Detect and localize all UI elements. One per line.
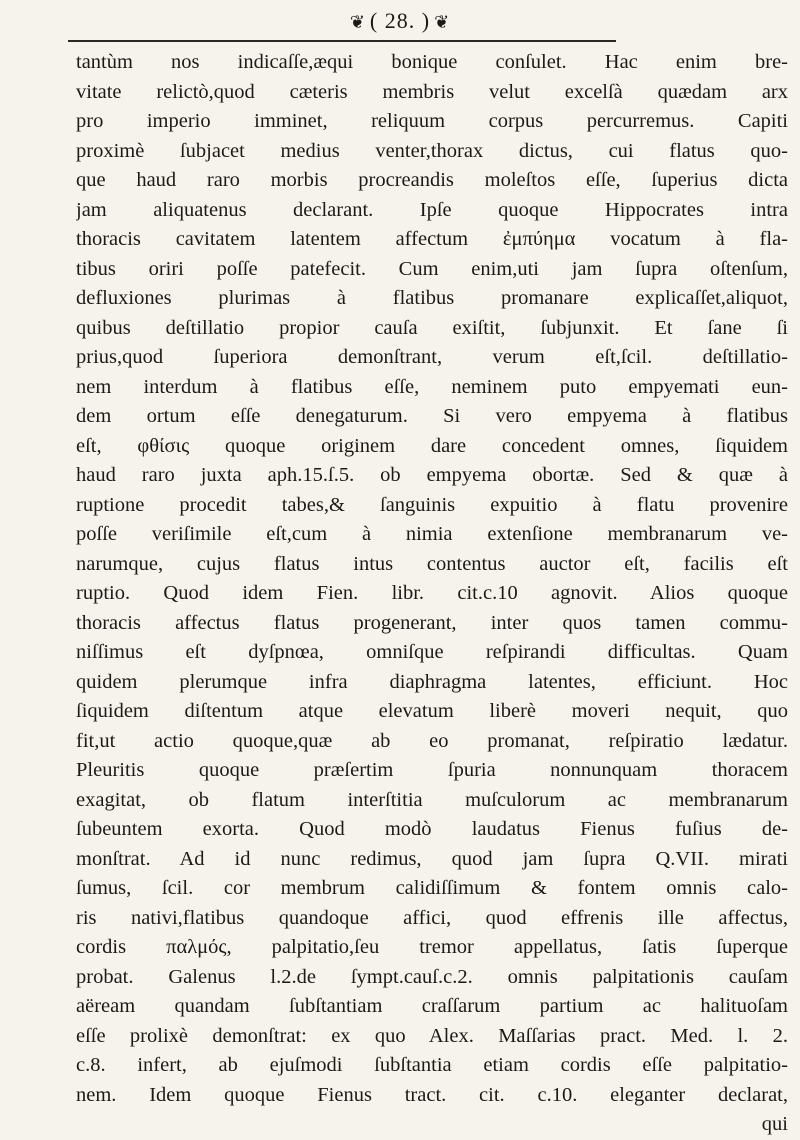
text-line: ſubeuntem exorta. Quod modò laudatus Fienus fuſius de- xyxy=(76,818,788,840)
text-line: quidem plerumque infra diaphragma latentes, efficiunt. Hoc xyxy=(76,670,788,693)
text-line: ruptio. Quod idem Fien. libr. cit.c.10 agnovit. Alios quoque xyxy=(76,582,788,604)
text-line: poſſe veriſimile eſt,cum à nimia extenſione membranarum ve- xyxy=(76,523,788,545)
text-line: defluxiones plurimas à flatibus promanare explicaſſet,aliquot, xyxy=(76,287,788,309)
ornament-left-icon: ❦ xyxy=(349,12,366,32)
text-line: thoracis cavitatem latentem affectum ἐμπύημα vocatum à fla- xyxy=(76,228,788,250)
text-line: proximè ſubjacet medius venter,thorax dictus, cui flatus quo- xyxy=(76,139,788,162)
text-line: nem. Idem quoque Fienus tract. cit. c.10. eleganter declarat, xyxy=(76,1083,788,1106)
text-line: quibus deſtillatio propior cauſa exiſtit, ſubjunxit. Et ſane ſi xyxy=(76,316,788,339)
text-line: exagitat, ob flatum interſtitia muſculorum ac membranarum xyxy=(76,788,788,811)
text-line: eſt, φθίσις quoque originem dare concedent omnes, ſiquidem xyxy=(76,434,788,457)
text-line: tibus oriri poſſe patefecit. Cum enim,uti jam ſupra oſtenſum, xyxy=(76,257,788,280)
text-line: eſſe prolixè demonſtrat: ex quo Alex. Maſſarias pract. Med. l. 2. xyxy=(76,1024,788,1047)
text-line: monſtrat. Ad id nunc redimus, quod jam ſupra Q.VII. mirati xyxy=(76,847,788,870)
text-line: ris nativi,flatibus quandoque affici, quod effrenis ille affectus, xyxy=(76,906,788,929)
page-number: ( 28. ) xyxy=(369,8,431,33)
text-line: nem interdum à flatibus eſſe, neminem puto empyemati eun- xyxy=(76,375,788,398)
text-line: haud raro juxta aph.15.ſ.5. ob empyema obortæ. Sed & quæ à xyxy=(76,464,788,486)
text-line: fit,ut actio quoque,quæ ab eo promanat, reſpiratio lædatur. xyxy=(76,729,788,752)
text-line: narumque, cujus flatus intus contentus auctor eſt, facilis eſt xyxy=(76,552,788,575)
ornament-right-icon: ❦ xyxy=(434,12,451,32)
text-line: prius,quod ſuperiora demonſtrant, verum eſt,ſcil. deſtillatio- xyxy=(76,346,788,368)
text-line: aëream quandam ſubſtantiam craſſarum partium ac halituoſam xyxy=(76,995,788,1017)
text-line: que haud raro morbis procreandis moleſtos eſſe, ſuperius dicta xyxy=(76,169,788,191)
text-line: probat. Galenus l.2.de ſympt.cauſ.c.2. omnis palpitationis cauſam xyxy=(76,965,788,988)
text-line: niſſimus eſt dyſpnœa, omniſque reſpirandi difficultas. Quam xyxy=(76,641,788,663)
text-line: cordis παλμός, palpitatio,ſeu tremor appellatus, ſatis ſuperque xyxy=(76,936,788,958)
catchword: qui xyxy=(761,1113,788,1135)
text-line: Pleuritis quoque præſertim ſpuria nonnunquam thoracem xyxy=(76,759,788,781)
text-line: vitate relictò,quod cæteris membris velut excelſà quædam arx xyxy=(76,80,788,103)
body-text xyxy=(76,48,788,1140)
text-line: jam aliquatenus declarant. Ipſe quoque Hippocrates intra xyxy=(76,198,788,221)
text-line: pro imperio imminet, reliquum corpus percurremus. Capiti xyxy=(76,110,788,132)
text-line: dem ortum eſſe denegaturum. Si vero empyema à flatibus xyxy=(76,405,788,427)
text-line: ſumus, ſcil. cor membrum calidiſſimum & fontem omnis calo- xyxy=(76,877,788,899)
text-line: ſiquidem diſtentum atque elevatum liberè moveri nequit, quo xyxy=(76,700,788,722)
text-line: c.8. infert, ab ejuſmodi ſubſtantia etiam cordis eſſe palpitatio- xyxy=(76,1054,788,1076)
page-header xyxy=(0,8,800,34)
text-line: ruptione procedit tabes,& ſanguinis expuitio à flatu provenire xyxy=(76,493,788,516)
header-rule xyxy=(68,40,616,42)
text-line: thoracis affectus flatus progenerant, inter quos tamen commu- xyxy=(76,611,788,634)
text-line: tantùm nos indicaſſe,æqui bonique conſulet. Hac enim bre- xyxy=(76,51,788,73)
